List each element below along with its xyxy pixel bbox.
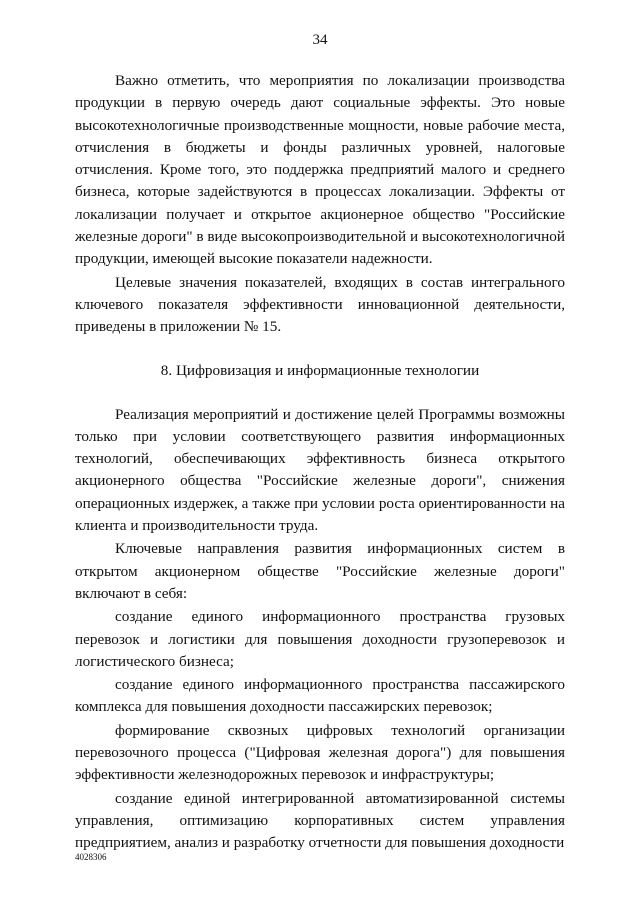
footer-document-code: 4028306 [75,852,107,862]
section-heading: 8. Цифровизация и информационные технологии [160,361,480,379]
list-item-digital-railway: формирование сквозных цифровых технологий организации перевозочного процесса ("Цифровая железная дорога") для повышения эффективности железнодорожных перевозок и инфраструктуры; [75,721,565,784]
list-item-passenger-space: создание единого информационного пространства пассажирского комплекса для повышения доходности пассажирских перевозок; [75,676,565,716]
list-item-freight-space: создание единого информационного пространства грузовых перевозок и логистики для повышения доходности грузоперевозок и логистического бизнеса; [75,608,565,670]
paragraph-target-values: Целевые значения показателей, входящих в состав интегрального ключевого показателя эффективности инновационной деятельности, приведены в приложении № 15. [75,273,565,336]
paragraph-key-directions: Ключевые направления развития информационных систем в открытом акционерном обществе "Российские железные дороги" включают в себя: [75,540,565,602]
page-number: 34 [312,32,328,48]
paragraph-localization-effects: Важно отметить, что мероприятия по локализации производства продукции в первую очередь дают социальные эффекты. Это новые высокотехнологичные производственные мощности, новые рабочие места, отчисления в бюджеты и фонды различных уровней, налоговые отчисления. Кроме того, это поддержка предприятий малого и среднего бизнеса, которые задействуются в процессах локализации. Эффекты от локализации получает и открытое акционерное общество "Российские железные дороги" в виде высокопроизводительной и высокотехнологичной продукции, имеющей высокие показатели надежности. [75,72,565,268]
document-body [75,70,565,856]
paragraph-program-goals: Реализация мероприятий и достижение целей Программы возможны только при условии соответствующего развития информационных технологий, обеспечивающих эффективность бизнеса открытого акционерного общества "Российские железные дороги", снижения операционных издержек, а также при условии роста ориентированности на клиента и производительности труда. [75,405,565,535]
list-item-integrated-system: создание единой интегрированной автоматизированной системы управления, оптимизацию корпоративных систем управления предприятием, анализ и разработку отчетности для повышения доходности [75,789,565,852]
